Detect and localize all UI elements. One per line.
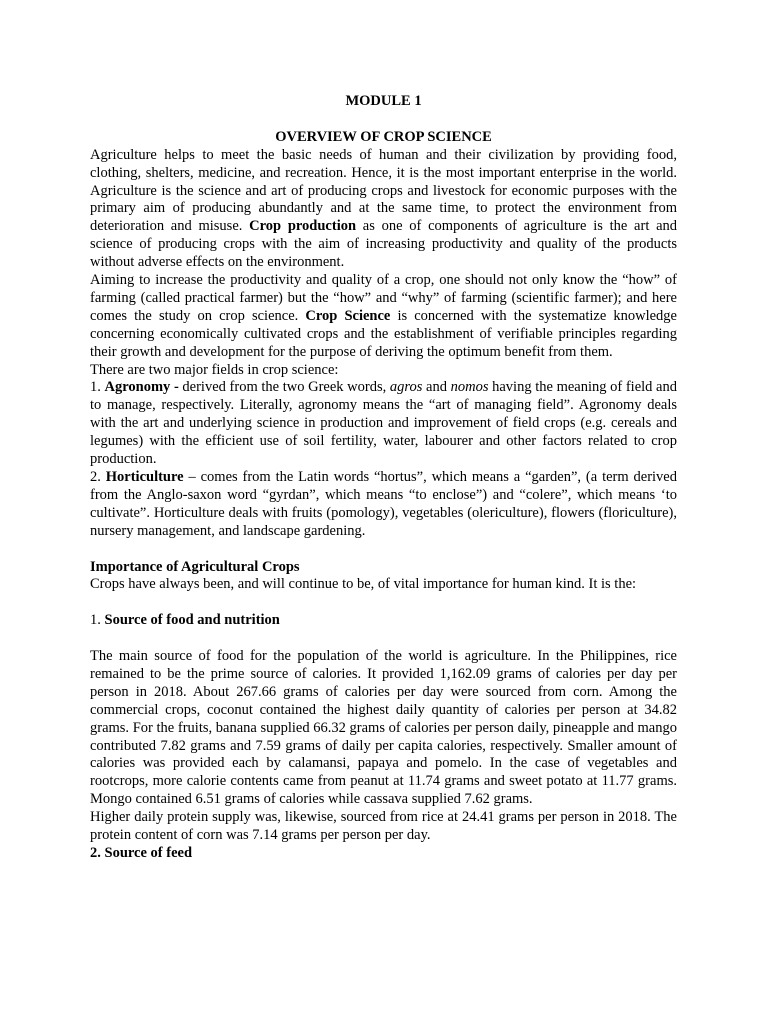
- agronomy-text-a: derived from the two Greek words,: [182, 379, 387, 396]
- fields-intro: There are two major fields in crop science:: [90, 361, 339, 378]
- aim-text-c: is concerned with the systematize knowledge concerning economically cultivated crops and the establishment of verifiable principles regarding their growth and development for the purpose of deriving the optimum benefit from them.: [90, 307, 677, 360]
- importance-text: Crops have always been, and will continue to be, of vital importance for human kind. It is the:: [90, 576, 637, 593]
- document-body: [90, 93, 677, 863]
- food-paragraph-2: Higher daily protein supply was, likewise, sourced from rice at 24.41 grams per person in 2018. The protein content of corn was 7.14 grams per person per day.: [90, 809, 677, 844]
- agronomy-term: Agronomy -: [104, 379, 179, 396]
- horticulture-text: – comes from the Latin words “hortus”, which means a “garden”, (a term derived from the Anglo-saxon word “gyrdan”, which means “to enclose”) and “colere”, which means ‘to cultivate”. Horticulture deals with fruits (pomology), vegetables (olericulture), flowers (floriculture), nursery management, and landscape gardening.: [90, 469, 677, 539]
- food-paragraph-1: The main source of food for the population of the world is agriculture. In the Philippines, rice remained to be the prime source of calories. It provided 1,162.09 grams of calories per day per person in 2018. About 267.66 grams of calories per day were sourced from corn. Among the commercial crops, coconut contained the highest daily quantity of calories per person at 34.82 grams. For the fruits, banana supplied 66.32 grams of calories per person daily, pineapple and mango contributed 7.82 grams and 7.59 grams of daily per capita calories, respectively. Smaller amount of calories was provided each by calamansi, papaya and pomelo. In the case of vegetables and rootcrops, more calorie contents came from peanut at 11.74 grams and sweet potato at 11.77 grams. Mongo contained 6.51 grams of calories while cassava supplied 7.62 grams.: [90, 648, 677, 808]
- horticulture-number: 2.: [90, 469, 101, 486]
- agronomy-number: 1.: [90, 379, 101, 396]
- food-number: 1.: [90, 612, 101, 629]
- crop-science-term: Crop Science: [305, 307, 391, 324]
- horticulture-paragraph: [90, 469, 677, 541]
- aim-paragraph: [90, 272, 677, 362]
- agronomy-paragraph: [90, 379, 677, 469]
- nomos-word: nomos: [450, 379, 489, 396]
- importance-heading: Importance of Agricultural Crops: [90, 558, 300, 575]
- agronomy-and: and: [426, 379, 447, 396]
- intro-paragraph: [90, 147, 677, 272]
- agronomy-text-b: having the meaning of field and to manage, respectively. Literally, agronomy means the “art of managing field”. Agronomy deals with the art and underlying science in production and improvement of field crops (e.g. cereals and legumes) with the efficient use of soil fertility, water, labourer and other factors related to crop production.: [90, 379, 677, 468]
- aim-text-a: Aiming to increase the productivity and quality of a crop, one should not only know the “how” of farming (called practical farmer) but the “how” and “why” of farming (scientific farmer); and here comes the study on crop science.: [90, 272, 677, 324]
- food-heading: [90, 612, 677, 630]
- intro-text-c: as one of components of agriculture is the art and science of producing crops with the aim of increasing productivity and quality of the products without adverse effects on the environment.: [90, 218, 678, 271]
- document-title: OVERVIEW OF CROP SCIENCE: [275, 128, 492, 145]
- intro-text-a: Agriculture helps to meet the basic needs of human and their civilization by providing food, clothing, shelters, medicine, and recreation. Hence, it is the most important enterprise in the world. Agriculture is the science and art of producing crops and livestock for economic purposes with the primary aim of producing abundantly and at the same time, to protect the environment from deterioration and misuse.: [90, 146, 677, 235]
- module-label: MODULE 1: [345, 93, 422, 109]
- feed-heading: 2. Source of feed: [90, 845, 193, 861]
- horticulture-term: Horticulture: [105, 469, 184, 486]
- food-heading-text: Source of food and nutrition: [104, 612, 280, 629]
- crop-production-term: Crop production: [249, 218, 357, 235]
- agros-word: agros: [389, 379, 423, 396]
